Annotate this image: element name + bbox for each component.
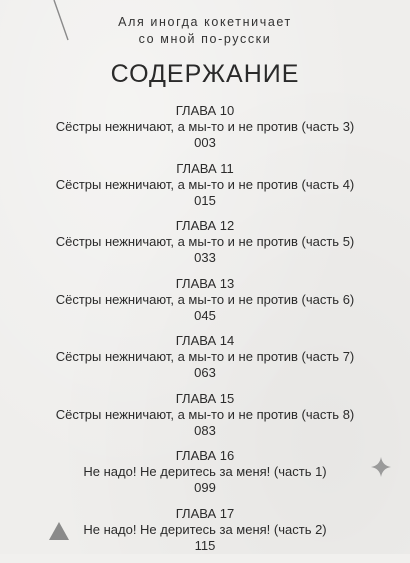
chapter-page: 015 <box>0 193 410 209</box>
subtitle-line-1: Аля иногда кокетничает <box>0 14 410 31</box>
chapter-page: 099 <box>0 480 410 496</box>
toc-entry <box>0 103 410 161</box>
chapter-page: 003 <box>0 135 410 151</box>
chapter-title: Сёстры нежничают, а мы-то и не против (часть 6) <box>0 292 410 308</box>
chapter-number: ГЛАВА 14 <box>0 333 410 349</box>
chapter-number: ГЛАВА 11 <box>0 161 410 177</box>
subtitle-line-2: со мной по-русски <box>0 31 410 48</box>
toc-entry <box>0 391 410 449</box>
chapter-number: ГЛАВА 13 <box>0 276 410 292</box>
toc-entry <box>0 161 410 219</box>
chapter-title: Сёстры нежничают, а мы-то и не против (часть 5) <box>0 234 410 250</box>
chapter-number: ГЛАВА 15 <box>0 391 410 407</box>
chapter-title: Сёстры нежничают, а мы-то и не против (часть 7) <box>0 349 410 365</box>
toc-entry <box>0 333 410 391</box>
table-of-contents <box>0 103 410 563</box>
sparkle-star-icon <box>370 456 392 478</box>
chapter-number: ГЛАВА 10 <box>0 103 410 119</box>
book-subtitle <box>0 14 410 48</box>
chapter-page: 033 <box>0 250 410 266</box>
chapter-page: 083 <box>0 423 410 439</box>
chapter-title: Сёстры нежничают, а мы-то и не против (часть 3) <box>0 119 410 135</box>
toc-entry <box>0 448 410 506</box>
chapter-page: 045 <box>0 308 410 324</box>
chapter-title: Не надо! Не деритесь за меня! (часть 1) <box>0 464 410 480</box>
chapter-title: Сёстры нежничают, а мы-то и не против (часть 4) <box>0 177 410 193</box>
chapter-number: ГЛАВА 12 <box>0 218 410 234</box>
triangle-ornament-icon <box>48 520 70 542</box>
chapter-title: Сёстры нежничают, а мы-то и не против (часть 8) <box>0 407 410 423</box>
toc-entry <box>0 218 410 276</box>
chapter-title: Не надо! Не деритесь за меня! (часть 2) <box>0 522 410 538</box>
toc-entry <box>0 276 410 334</box>
chapter-page: 063 <box>0 365 410 381</box>
chapter-number: ГЛАВА 16 <box>0 448 410 464</box>
page-title: СОДЕРЖАНИЕ <box>0 60 410 89</box>
chapter-page: 115 <box>0 538 410 554</box>
chapter-number: ГЛАВА 17 <box>0 506 410 522</box>
